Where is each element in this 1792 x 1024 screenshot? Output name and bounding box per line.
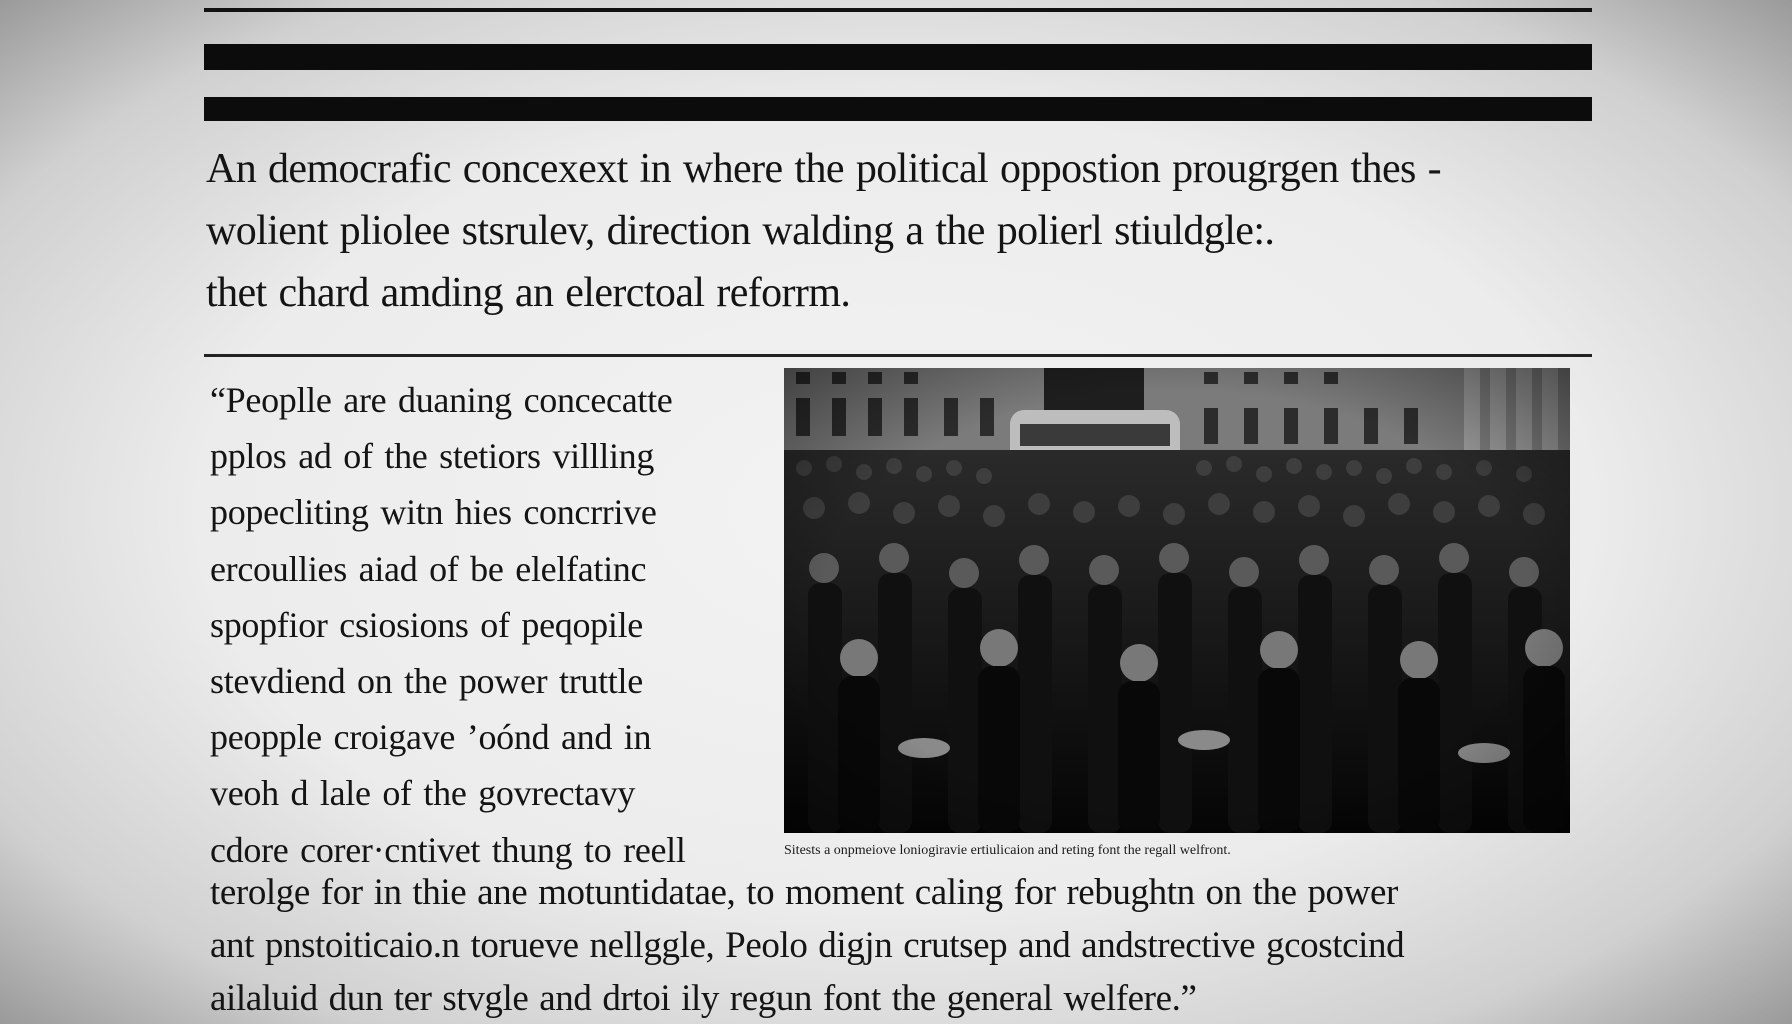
quote-line: cdore corer·cntivet thung to reell <box>210 829 686 870</box>
quote-line: popecliting witn hies concrrive <box>210 492 657 533</box>
masthead-thick-rule-bottom <box>204 97 1592 121</box>
quote-line: spopfior csiosions of peqopile <box>210 604 643 645</box>
headline-line: An democrafic concexext in where the political oppostion prougrgen thes - <box>206 146 1442 192</box>
quote-line: peopple croigave ’oónd and in <box>210 717 652 758</box>
quote-line: “Peoplle are duaning concecatte <box>210 380 673 420</box>
photo-caption: Sitests a onpmeiove loniogiravie ertiulicaion and reting font the regall welfront. <box>784 843 1231 858</box>
headline-line: wolient pliolee stsrulev, direction walding a the polierl stiuldgle:. <box>206 208 1275 254</box>
body-line: terolge for in thie ane motuntidatae, to moment caling for rebughtn on the power <box>210 872 1398 913</box>
article-headline <box>206 138 1596 324</box>
quote-line: veoh d lale of the govrectavy <box>210 773 636 814</box>
crowd-photo <box>784 368 1570 833</box>
quote-line: pplos ad of the stetiors villling <box>210 436 655 477</box>
crowd-photo-graphic <box>784 368 1570 833</box>
headline-line: thet chard amding an elerctoal reforrm. <box>206 270 851 316</box>
quote-column <box>210 372 750 878</box>
body-line: ant pnstoiticaio.n torueve nellggle, Peolo digjn crutsep and andstrective gcostcind <box>210 925 1405 966</box>
article-continuation <box>210 866 1600 1024</box>
masthead-thick-rule-top <box>204 44 1592 70</box>
section-divider <box>204 354 1592 357</box>
quote-line: ercoullies aiad of be elelfatinc <box>210 548 647 589</box>
body-line: ailaluid dun ter stvgle and drtoi ily regun font the general welfere.” <box>210 978 1197 1019</box>
quote-line: stevdiend on the power truttle <box>210 661 643 702</box>
masthead-thin-rule <box>204 8 1592 12</box>
